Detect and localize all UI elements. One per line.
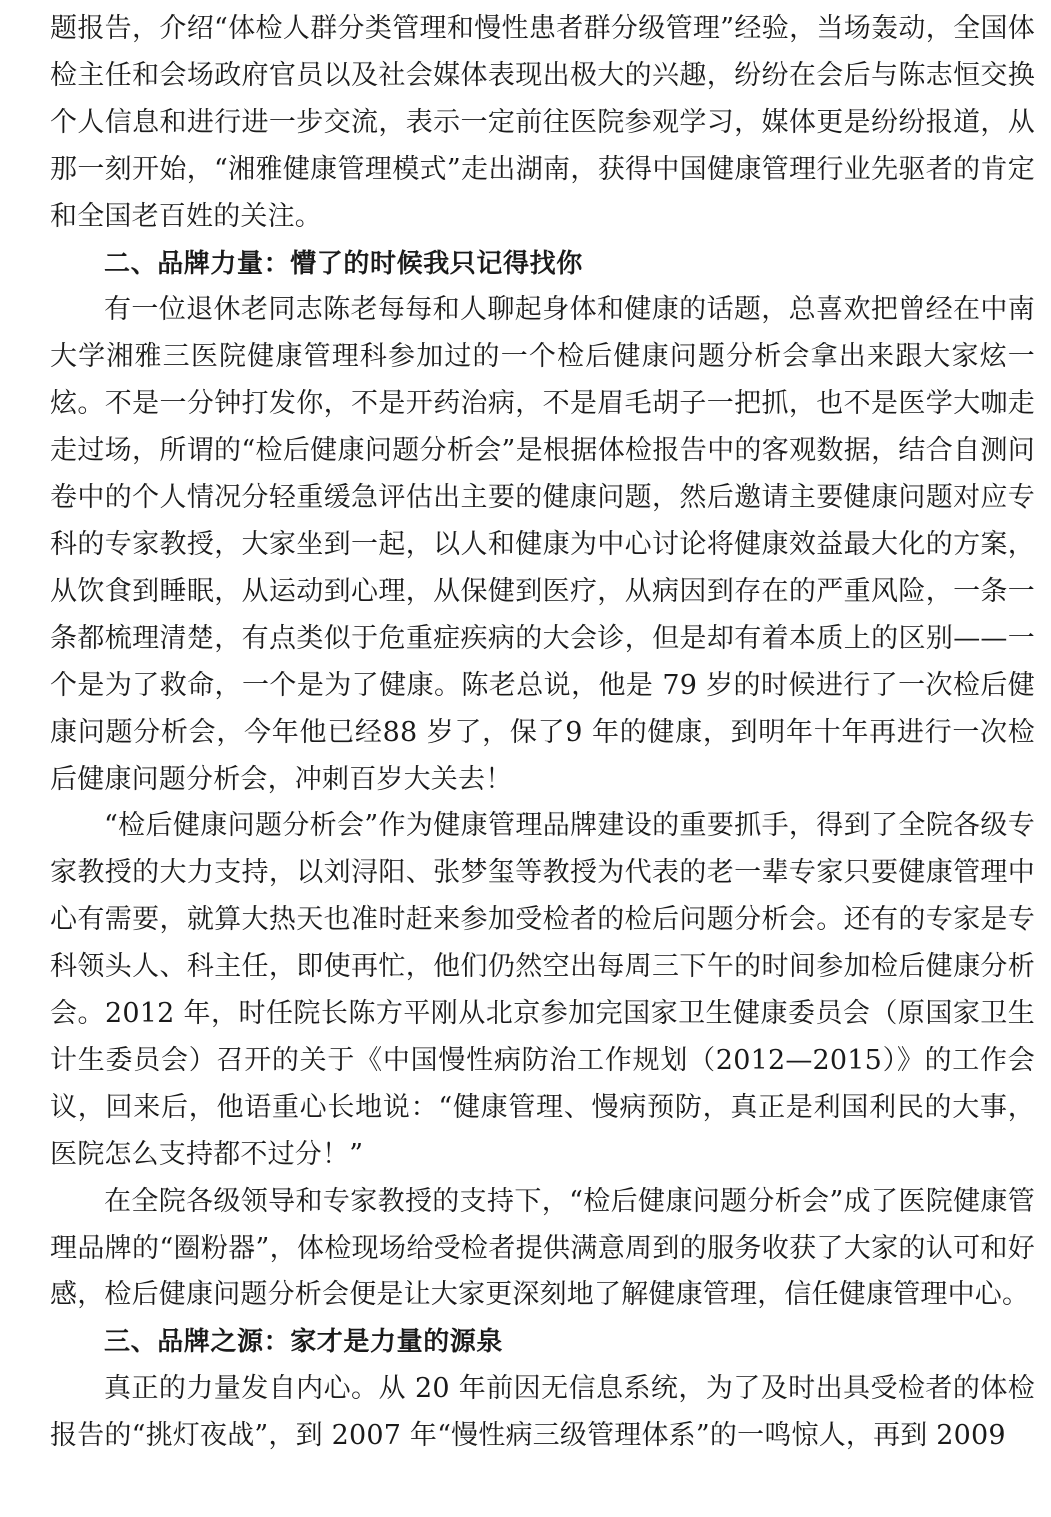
paragraph-analysis-meeting-story: 有一位退休老同志陈老每每和人聊起身体和健康的话题，总喜欢把曾经在中南大学湘雅三医院健康管理科参加过的一个检后健康问题分析会拿出来跟大家炫一炫。不是一分钟打发你，不是开药治病，不是眉毛胡子一把抓，也不是医学大咖走走过场，所谓的“检后健康问题分析会”是根据体检报告中的客观数据，结合自测问卷中的个人情况分轻重缓急评估出主要的健康问题，然后邀请主要健康问题对应专科的专家教授，大家坐到一起，以人和健康为中心讨论将健康效益最大化的方案，从饮食到睡眠，从运动到心理，从保健到医疗，从病因到存在的严重风险，一条一条都梳理清楚，有点类似于危重症疾病的大会诊，但是却有着本质上的区别——一个是为了救命，一个是为了健康。陈老总说，他是 79 岁的时候进行了一次检后健康问题分析会，今年他已经88 岁了，保了9 年的健康，到明年十年再进行一次检后健康问题分析会，冲刺百岁大关去！ xyxy=(50,294,1035,795)
document-page xyxy=(50,6,1035,1460)
section-heading-brand-source: 三、品牌之源：家才是力量的源泉 xyxy=(104,1327,504,1358)
paragraph-continuation: 题报告，介绍“体检人群分类管理和慢性患者群分级管理”经验，当场轰动，全国体检主任和会场政府官员以及社会媒体表现出极大的兴趣，纷纷在会后与陈志恒交换个人信息和进行进一步交流，表示一定前往医院参观学习，媒体更是纷纷报道，从那一刻开始，“湘雅健康管理模式”走出湖南，获得中国健康管理行业先驱者的肯定和全国老百姓的关注。 xyxy=(50,13,1035,232)
paragraph-expert-support: “检后健康问题分析会”作为健康管理品牌建设的重要抓手，得到了全院各级专家教授的大力支持，以刘浔阳、张梦玺等教授为代表的老一辈专家只要健康管理中心有需要，就算大热天也准时赶来参加受检者的检后问题分析会。还有的专家是专科领头人、科主任，即使再忙，他们仍然空出每周三下午的时间参加检后健康分析会。2012 年，时任院长陈方平刚从北京参加完国家卫生健康委员会（原国家卫生计生委员会）召开的关于《中国慢性病防治工作规划（2012—2015）》的工作会议，回来后，他语重心长地说：“健康管理、慢病预防，真正是利国利民的大事，医院怎么支持都不过分！” xyxy=(50,810,1035,1170)
paragraph-inner-strength: 真正的力量发自内心。从 20 年前因无信息系统，为了及时出具受检者的体检报告的“挑灯夜战”，到 2007 年“慢性病三级管理体系”的一鸣惊人，再到 2009 xyxy=(50,1373,1035,1452)
paragraph-brand-fan-magnet: 在全院各级领导和专家教授的支持下，“检后健康问题分析会”成了医院健康管理品牌的“圈粉器”，体检现场给受检者提供满意周到的服务收获了大家的认可和好感，检后健康问题分析会便是让大家更深刻地了解健康管理，信任健康管理中心。 xyxy=(50,1185,1035,1311)
section-heading-brand-power: 二、品牌力量：懵了的时候我只记得找你 xyxy=(104,248,583,279)
